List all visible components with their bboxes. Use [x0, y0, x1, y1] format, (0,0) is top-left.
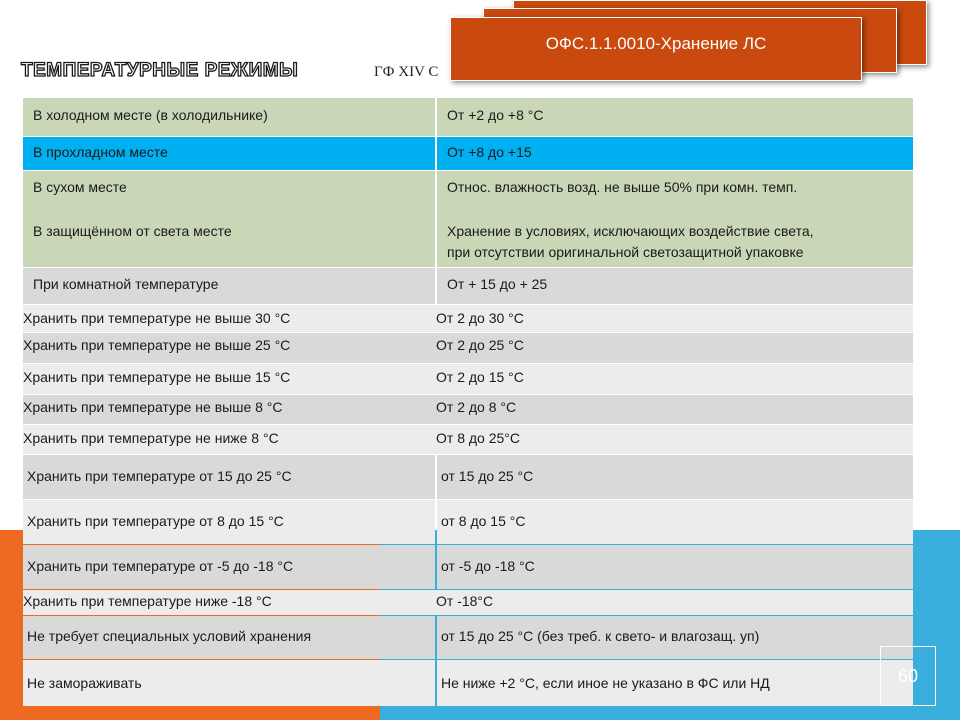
row-condition: В сухом месте	[33, 179, 127, 195]
table-row	[23, 171, 913, 267]
slide-title: ТЕМПЕРАТУРНЫЕ РЕЖИМЫ	[21, 60, 299, 81]
table-row	[23, 660, 913, 706]
table-row	[23, 137, 913, 170]
row-range: От 2 до 15 °С	[436, 369, 524, 385]
row-range: от 8 до 15 °С	[441, 513, 526, 529]
row-range: от 15 до 25 °С (без треб. к свето- и влагозащ. уп)	[441, 628, 760, 644]
row-range: от 15 до 25 °С	[441, 468, 534, 484]
table-row	[23, 268, 913, 304]
pharmacopoeia-label: ГФ XIV С	[374, 64, 439, 80]
table-row	[23, 500, 913, 544]
row-condition: В холодном месте (в холодильнике)	[33, 107, 268, 123]
row-condition: В защищённом от света месте	[33, 223, 232, 239]
row-condition: Хранить при температуре не ниже 8 °С	[23, 430, 279, 446]
row-range: Относ. влажность возд. не выше 50% при комн. темп.	[447, 179, 798, 195]
table-row	[23, 395, 913, 424]
row-range: От 2 до 30 °С	[436, 310, 524, 326]
row-range: От 2 до 8 °С	[436, 399, 517, 415]
row-range: От +8 до +15	[447, 144, 532, 160]
row-condition: Хранить при температуре от -5 до -18 °С	[27, 558, 294, 574]
row-range: от -5 до -18 °С	[441, 558, 535, 574]
row-condition: Хранить при температуре от 8 до 15 °С	[27, 513, 284, 529]
table-row	[23, 455, 913, 499]
row-condition: Не замораживать	[27, 675, 142, 691]
table-row	[23, 333, 913, 363]
table-row	[23, 545, 913, 589]
section-tab-label: ОФС.1.1.0010-Хранение ЛС	[545, 34, 767, 53]
row-range: Хранение в условиях, исключающих воздействие света,	[447, 223, 814, 239]
table-row	[23, 305, 913, 332]
row-range: От -18°С	[436, 593, 494, 609]
row-range: при отсутствии оригинальной светозащитной упаковке	[447, 244, 804, 260]
row-range: От 2 до 25 °С	[436, 337, 524, 353]
row-range: От +2 до +8 °С	[447, 107, 544, 123]
table-row	[23, 616, 913, 659]
slide-number: 60	[880, 646, 936, 706]
row-condition: Хранить при температуре не выше 8 °С	[23, 399, 283, 415]
row-condition: Хранить при температуре ниже -18 °С	[23, 593, 272, 609]
row-condition: Хранить при температуре не выше 25 °С	[23, 337, 291, 353]
row-condition: При комнатной температуре	[33, 276, 219, 292]
table-row	[23, 425, 913, 454]
row-range: Не ниже +2 °С, если иное не указано в ФС или НД	[441, 675, 770, 691]
section-tab	[450, 17, 862, 81]
row-condition: Хранить при температуре не выше 30 °С	[23, 310, 291, 326]
table-row	[23, 590, 913, 615]
row-condition: Хранить при температуре не выше 15 °С	[23, 369, 291, 385]
table-row	[23, 98, 913, 136]
row-range: От 8 до 25°С	[436, 430, 520, 446]
row-condition: Хранить при температуре от 15 до 25 °С	[27, 468, 292, 484]
table-row	[23, 364, 913, 394]
row-range: От + 15 до + 25	[447, 276, 548, 292]
row-condition: Не требует специальных условий хранения	[27, 628, 312, 644]
row-condition: В прохладном месте	[33, 144, 168, 160]
